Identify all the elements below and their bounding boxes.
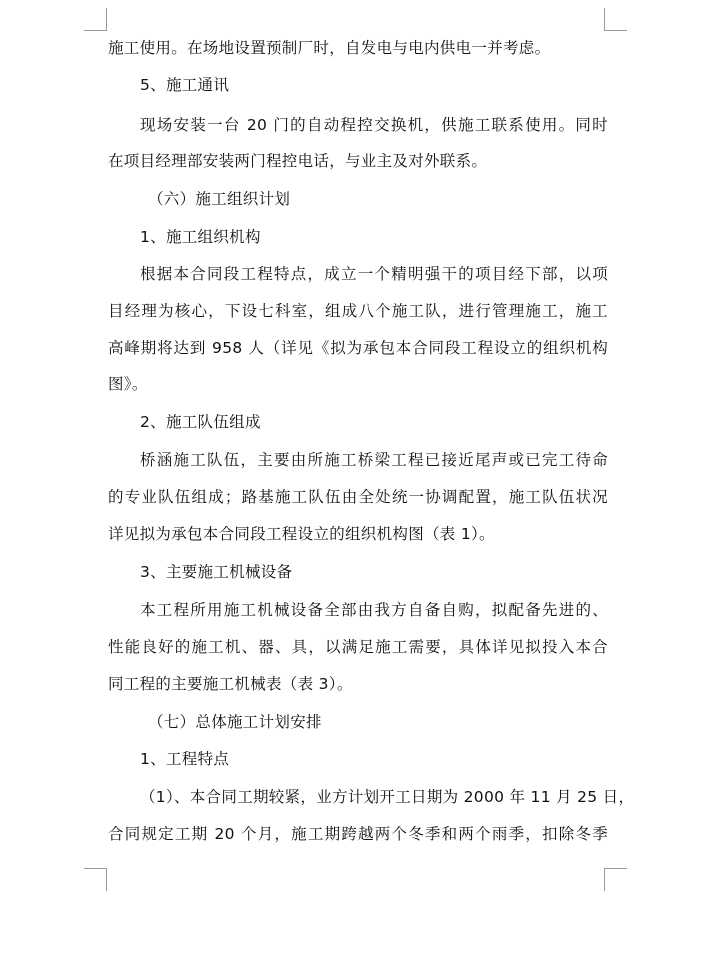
paragraph-line: 同工程的主要施工机械表（表 3）。 xyxy=(108,675,353,693)
paragraph-line: 现场安装一台 20 门的自动程控交换机，供施工联系使用。同时 xyxy=(140,116,608,134)
crop-mark-top-left xyxy=(84,8,107,31)
crop-mark-top-right xyxy=(604,8,627,31)
section-heading: 2、施工队伍组成 xyxy=(140,413,261,431)
paragraph-line: 的专业队伍组成；路基施工队伍由全处统一协调配置，施工队伍状况 xyxy=(108,488,608,506)
section-heading: 1、工程特点 xyxy=(140,750,230,768)
crop-mark-bottom-right xyxy=(604,868,627,891)
paragraph-line: 目经理为核心，下设七科室，组成八个施工队，进行管理施工，施工 xyxy=(108,302,608,320)
section-heading: 3、主要施工机械设备 xyxy=(140,563,293,581)
paragraph-line: （1）、本合同工期较紧，业方计划开工日期为 2000 年 11 月 25 日， xyxy=(140,788,635,806)
chapter-heading: （七）总体施工计划安排 xyxy=(148,713,322,731)
crop-mark-bottom-left xyxy=(84,868,107,891)
paragraph-line: 本工程所用施工机械设备全部由我方自备自购，拟配备先进的、 xyxy=(140,601,608,619)
section-heading: 5、施工通讯 xyxy=(140,76,230,94)
body-text-line: 施工使用。在场地设置预制厂时，自发电与电内供电一并考虑。 xyxy=(108,39,551,57)
section-heading: 1、施工组织机构 xyxy=(140,228,261,246)
paragraph-line: 合同规定工期 20 个月，施工期跨越两个冬季和两个雨季，扣除冬季 xyxy=(108,825,608,843)
paragraph-line: 桥涵施工队伍，主要由所施工桥梁工程已接近尾声或已完工待命 xyxy=(140,451,608,469)
paragraph-line: 图》。 xyxy=(108,375,148,393)
paragraph-line: 在项目经理部安装两门程控电话，与业主及对外联系。 xyxy=(108,152,488,170)
chapter-heading: （六）施工组织计划 xyxy=(148,190,291,208)
paragraph-line: 高峰期将达到 958 人（详见《拟为承包本合同段工程设立的组织机构 xyxy=(108,339,608,357)
paragraph-line: 根据本合同段工程特点，成立一个精明强干的项目经下部，以项 xyxy=(140,265,608,283)
paragraph-line: 详见拟为承包本合同段工程设立的组织机构图（表 1）。 xyxy=(108,525,495,543)
paragraph-line: 性能良好的施工机、器、具，以满足施工需要，具体详见拟投入本合 xyxy=(108,638,608,656)
